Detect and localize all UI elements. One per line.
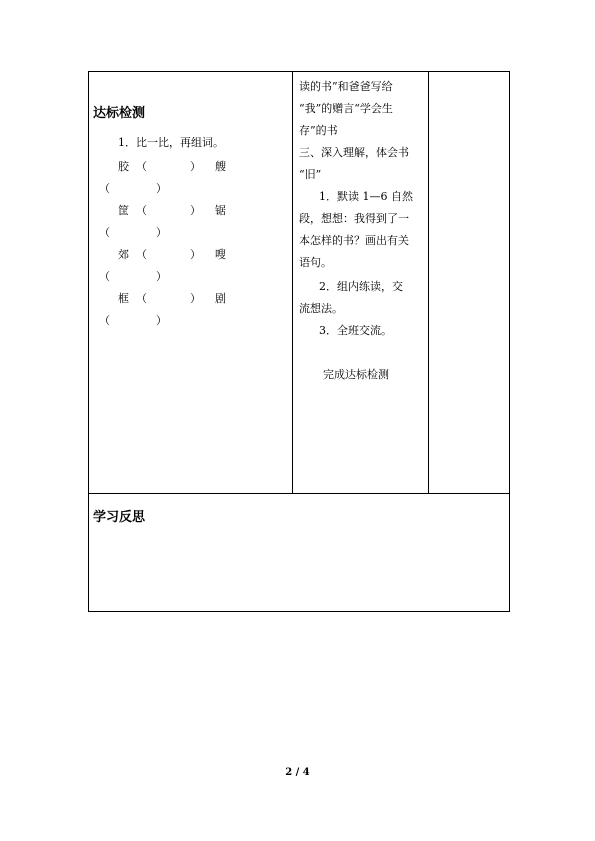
check-cell (89, 72, 293, 494)
reflection-cell (89, 494, 510, 612)
paren-open: （ (99, 182, 110, 195)
reflection-heading: 学习反思 (93, 510, 146, 525)
page-number: 2 / 4 (285, 767, 310, 778)
char-right: 锯 (215, 204, 226, 217)
char-pair (89, 290, 289, 310)
char-left: 框 (118, 292, 129, 305)
paren-open: （ (136, 292, 147, 305)
paren-close: ） (190, 248, 201, 261)
paren-open: （ (99, 226, 110, 239)
process-line: 2．组内练读，交 (319, 280, 403, 293)
paren-close: ） (190, 160, 201, 173)
char-right: 艘 (215, 160, 226, 173)
process-line: 本怎样的书？画出有关 (299, 234, 409, 247)
process-line: “旧” (299, 168, 322, 181)
process-line: 1．默读 1—6 自然 (319, 190, 413, 203)
process-line: 流想法。 (299, 302, 343, 315)
process-cell (293, 72, 429, 494)
char-left: 郊 (118, 248, 129, 261)
process-line: “我”的赠言“学会生 (299, 102, 393, 115)
process-line: 存”的书 (299, 124, 338, 137)
paren-close: ） (156, 226, 167, 239)
reflection-row (89, 494, 510, 612)
char-right: 嗖 (215, 248, 226, 261)
char-pair (89, 246, 289, 266)
char-right: 剧 (215, 292, 226, 305)
check-row (89, 72, 510, 494)
char-pair (89, 158, 289, 178)
paren-open: （ (136, 160, 147, 173)
process-line: 3．全班交流。 (319, 324, 392, 337)
process-line: 段，想想：我得到了一 (299, 212, 409, 225)
paren-close: ） (156, 182, 167, 195)
process-line: 读的书”和爸爸写给 (299, 80, 393, 93)
paren-close: ） (156, 314, 167, 327)
char-left: 筐 (118, 204, 129, 217)
lesson-table (88, 71, 510, 612)
char-pair (89, 202, 289, 222)
process-line: 完成达标检测 (323, 368, 389, 381)
process-line: 三、深入理解，体会书 (299, 146, 409, 159)
paren-close: ） (190, 292, 201, 305)
task-title: 1．比一比，再组词。 (118, 136, 224, 149)
paren-open: （ (136, 248, 147, 261)
paren-open: （ (99, 270, 110, 283)
paren-close: ） (156, 270, 167, 283)
notes-cell (429, 72, 510, 494)
process-line: 语句。 (299, 256, 332, 269)
paren-open: （ (136, 204, 147, 217)
char-left: 胶 (118, 160, 129, 173)
paren-open: （ (99, 314, 110, 327)
check-heading: 达标检测 (93, 106, 146, 121)
paren-close: ） (190, 204, 201, 217)
